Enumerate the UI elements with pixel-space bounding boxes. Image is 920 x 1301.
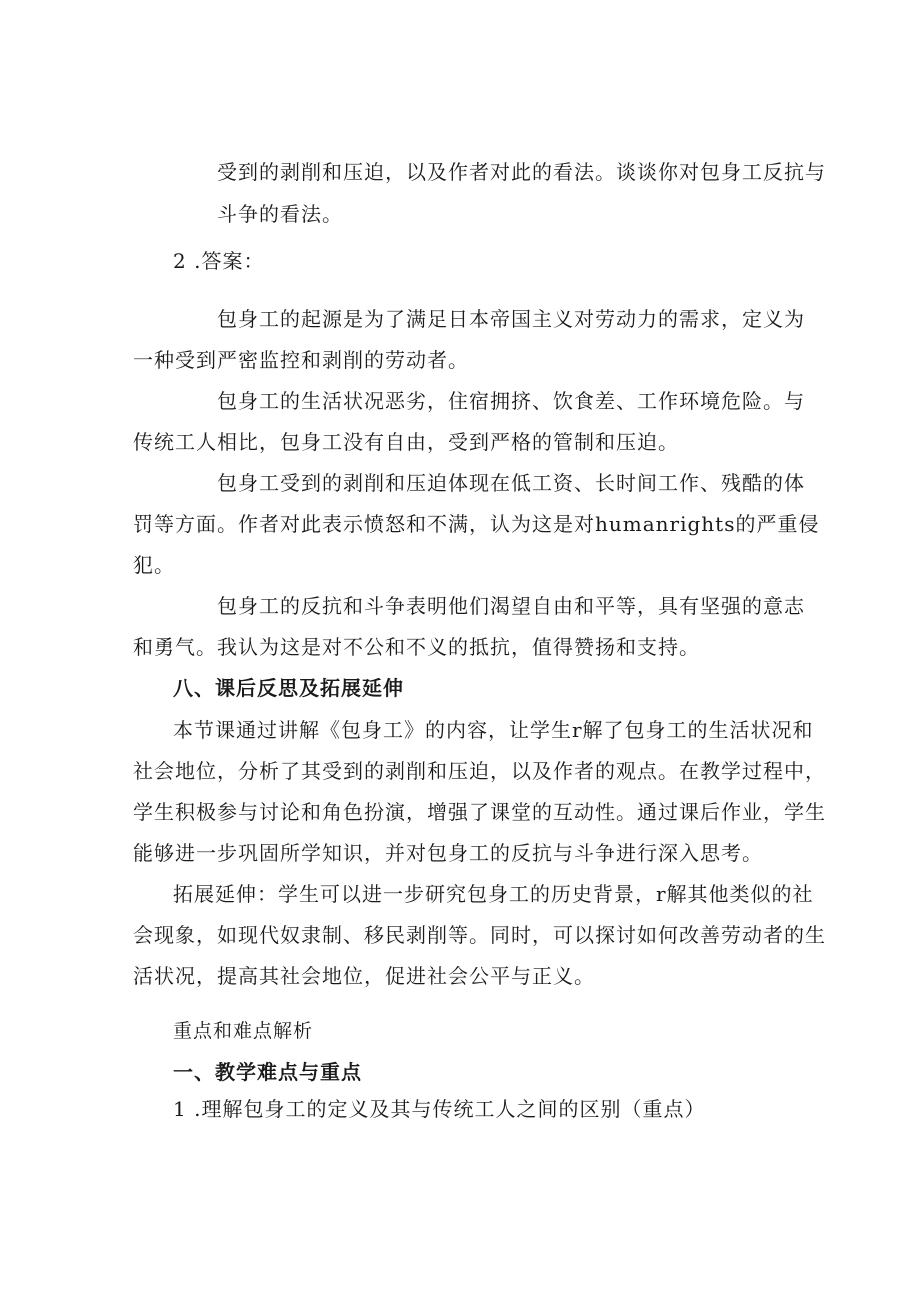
extension-paragraph-cont: 会现象，如现代奴隶制、移民剥削等。同时，可以探讨如何改善劳动者的生: [133, 923, 826, 947]
answer-paragraph-1: 包身工的起源是为了满足日本帝国主义对劳动力的需求，定义为: [217, 307, 805, 331]
section-heading-difficulties: 一、教学难点与重点: [173, 1060, 362, 1084]
keypoint-item-1: 1 .理解包身工的定义及其与传统工人之间的区别（重点）: [173, 1097, 706, 1121]
answer-paragraph-3-cont: 犯。: [133, 553, 175, 577]
extension-paragraph-cont: 活状况，提高其社会地位，促进社会公平与正义。: [133, 964, 595, 988]
extension-paragraph: 拓展延伸：学生可以进一步研究包身工的历史背景，r解其他类似的社: [173, 882, 814, 906]
reflection-paragraph-cont: 社会地位，分析了其受到的剥削和压迫，以及作者的观点。在教学过程中，: [133, 759, 826, 783]
answer-paragraph-1-cont: 一种受到严密监控和剥削的劳动者。: [133, 348, 469, 372]
reflection-paragraph-cont: 学生积极参与讨论和角色扮演，增强了课堂的互动性。通过课后作业，学生: [133, 800, 826, 824]
section-heading-reflection: 八、课后反思及拓展延伸: [173, 676, 404, 700]
answer-paragraph-2-cont: 传统工人相比，包身工没有自由，受到严格的管制和压迫。: [133, 430, 679, 454]
section-heading-keypoints: 重点和难点解析: [173, 1020, 314, 1042]
body-line: 受到的剥削和压迫，以及作者对此的看法。谈谈你对包身工反抗与: [217, 160, 826, 184]
reflection-paragraph: 本节课通过讲解《包身工》的内容，让学生r解了包身工的生活状况和: [173, 718, 814, 742]
answer-paragraph-3-cont: 罚等方面。作者对此表示愤怒和不满，认为这是对humanrights的严重侵: [133, 512, 820, 536]
answer-paragraph-4: 包身工的反抗和斗争表明他们渴望自由和平等，具有坚强的意志: [217, 594, 805, 618]
answer-paragraph-4-cont: 和勇气。我认为这是对不公和不义的抵抗，值得赞扬和支持。: [133, 635, 700, 659]
answer-heading: 2 .答案：: [173, 249, 265, 273]
answer-paragraph-3: 包身工受到的剥削和压迫体现在低工资、长时间工作、残酷的体: [217, 471, 805, 495]
body-line: 斗争的看法。: [217, 202, 343, 226]
answer-paragraph-2: 包身工的生活状况恶劣，住宿拥挤、饮食差、工作环境危险。与: [217, 389, 805, 413]
reflection-paragraph-cont: 能够进一步巩固所学知识，并对包身工的反抗与斗争进行深入思考。: [133, 841, 763, 865]
